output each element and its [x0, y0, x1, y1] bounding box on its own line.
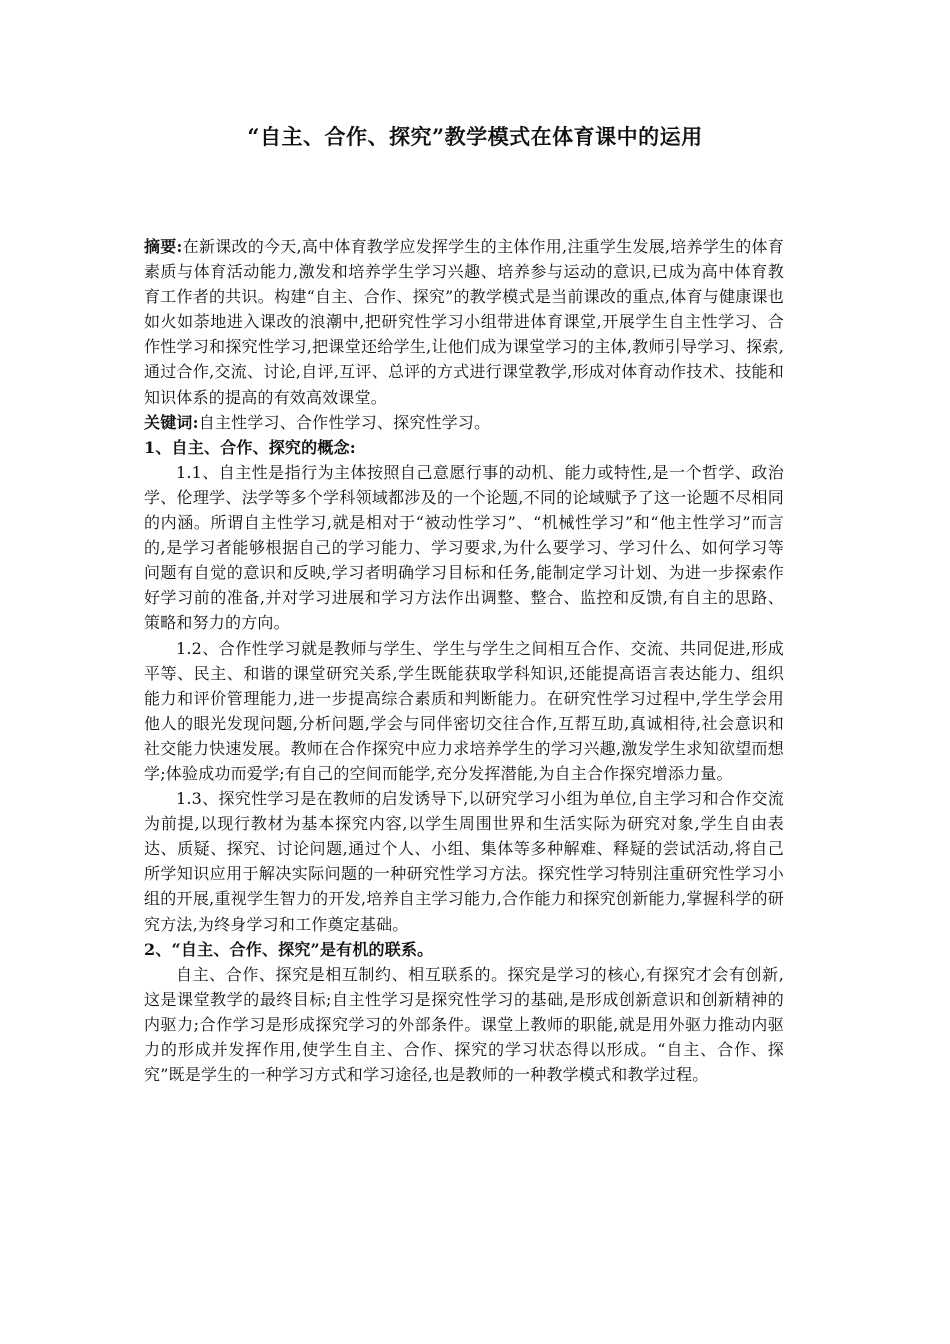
- keywords-paragraph: [144, 410, 784, 435]
- section-1-2-paragraph: 1.2、合作性学习就是教师与学生、学生与学生之间相互合作、交流、共同促进,形成平等、民主、和谐的课堂研究关系,学生既能获取学科知识,还能提高语言表达能力、组织能力和评价管理能力,进一步提高综合素质和判断能力。在研究性学习过程中,学生学会用他人的眼光发现问题,分析问题,学会与同伴密切交往合作,互帮互助,真诚相待,社会意识和社交能力快速发展。教师在合作探究中应力求培养学生的学习兴趣,激发学生求知欲望而想学;体验成功而爱学;有自己的空间而能学,充分发挥潜能,为自主合作探究增添力量。: [144, 638, 784, 783]
- document-body: [144, 234, 784, 1087]
- section-2-paragraph: 自主、合作、探究是相互制约、相互联系的。探究是学习的核心,有探究才会有创新,这是课堂教学的最终目标;自主性学习是探究性学习的基础,是形成创新意识和创新精神的内驱力;合作学习是形成探究学习的外部条件。课堂上教师的职能,就是用外驱力推动内驱力的形成并发挥作用,使学生自主、合作、探究的学习状态得以形成。“自主、合作、探究”既是学生的一种学习方式和学习途径,也是教师的一种教学模式和教学过程。: [144, 964, 784, 1085]
- keywords-text: 自主性学习、合作性学习、探究性学习。: [198, 412, 491, 432]
- abstract-label: 摘要:: [144, 237, 183, 256]
- abstract-text: 在新课改的今天,高中体育教学应发挥学生的主体作用,注重学生发展,培养学生的体育素质与体育活动能力,激发和培养学生学习兴趣、培养参与运动的意识,已成为高中体育教育工作者的共识。构建“自主、合作、探究”的教学模式是当前课改的重点,体育与健康课也如火如荼地进入课改的浪潮中,把研究性学习小组带进体育课堂,开展学生自主性学习、合作性学习和探究性学习,把课堂还给学生,让他们成为课堂学习的主体,教师引导学习、探索,通过合作,交流、讨论,自评,互评、总评的方式进行课堂教学,形成对体育动作技术、技能和知识体系的提高的有效高效课堂。: [144, 237, 784, 407]
- abstract-paragraph: [144, 234, 784, 410]
- section-2-heading: 2、“自主、合作、探究”是有机的联系。: [144, 939, 434, 959]
- section-1-heading: 1、自主、合作、探究的概念:: [144, 437, 356, 457]
- keywords-label: 关键词:: [144, 412, 199, 432]
- document-title: “自主、合作、探究”教学模式在体育课中的运用: [247, 124, 703, 149]
- section-1-1-paragraph: 1.1、自主性是指行为主体按照自己意愿行事的动机、能力或特性,是一个哲学、政治学、伦理学、法学等多个学科领域都涉及的一个论题,不同的论域赋予了这一论题不尽相同的内涵。所谓自主性学习,就是相对于“被动性学习”、“机械性学习”和“他主性学习”而言的,是学习者能够根据自己的学习能力、学习要求,为什么要学习、学习什么、如何学习等问题有自觉的意识和反映,学习者明确学习目标和任务,能制定学习计划、为进一步探索作好学习前的准备,并对学习进展和学习方法作出调整、整合、监控和反馈,有自主的思路、策略和努力的方向。: [144, 462, 784, 633]
- section-1-3-paragraph: 1.3、探究性学习是在教师的启发诱导下,以研究学习小组为单位,自主学习和合作交流为前提,以现行教材为基本探究内容,以学生周围世界和生活实际为研究对象,学生自由表达、质疑、探究、讨论问题,通过个人、小组、集体等多种解难、释疑的尝试活动,将自己所学知识应用于解决实际问题的一种研究性学习方法。探究性学习特别注重研究性学习小组的开展,重视学生智力的开发,培养自主学习能力,合作能力和探究创新能力,掌握科学的研究方法,为终身学习和工作奠定基础。: [144, 789, 784, 934]
